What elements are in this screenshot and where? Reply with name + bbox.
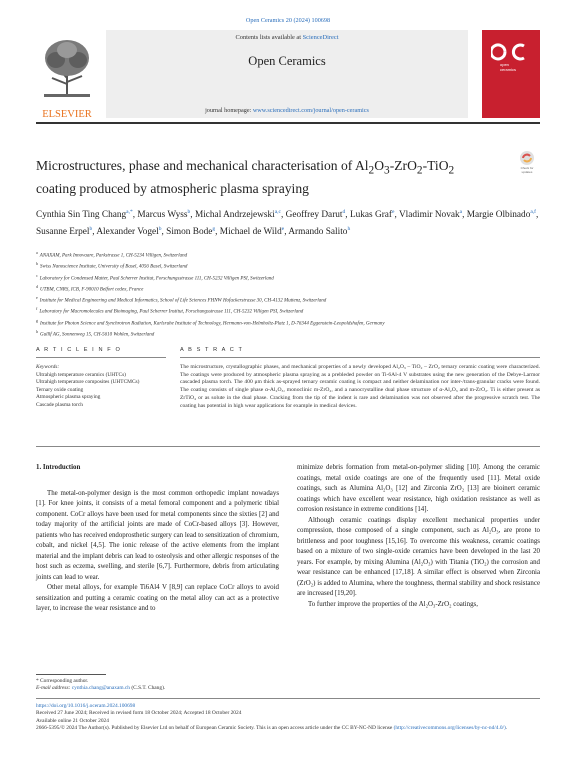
received-dates: Received 27 June 2024; Received in revised form 18 October 2024; Accepted 18 October 2024 <box>36 710 242 717</box>
check-for-updates-button[interactable]: Check for updates <box>515 150 539 180</box>
journal-masthead <box>36 30 540 132</box>
publisher-name: ELSEVIER <box>42 109 92 120</box>
corresponding-author-note: * Corresponding author. <box>36 678 89 684</box>
keyword: Atmospheric plasma spraying <box>36 394 101 401</box>
footnote <box>36 678 540 692</box>
abstract-text: The microstructure, crystallographic phases, and mechanical properties of a newly developed Al₂O₃ – TiO₂ – ZrO₂ ternary ceramic coating were characterized. The coatings were produced by atmospheric plasma spraying as a prebleded powder on Ti-6Al-4 V substrates using the new generation of the Debye-Larmor cascaded plasma torch. The 400 μm thick as-sprayed ternary ceramic coating is compact and neither delamination nor inter-/trans-granular cracks were found. The coating consists of single phase α-Al₂O₃, monoclinic m-ZrO₂, and a nanocrystalline dual phase structure of α-Al₂O₃ and m-ZrO₂. Ti is either present as ZrTiO₄ or as solute in the dual phase. Cracking from the tip of the indent is rare and delamination was not observed after the progressive scratch test. The coating has potential in high wear applications for example in medical devices. <box>180 364 540 409</box>
author[interactable]: Michal Andrzejewski$^{a,c}$, <box>194 209 286 221</box>
article-footer <box>36 703 540 732</box>
sciencedirect-link[interactable]: ScienceDirect <box>302 34 339 41</box>
keyword-list <box>36 364 166 410</box>
contents-line: Contents lists available at ScienceDirect <box>235 34 339 41</box>
homepage-line: journal homepage: www.sciencedirect.com/journal/open-ceramics <box>205 107 369 114</box>
affiliation: $^g$Institute for Photon Science and Synchrotron Radiation, Karlsruhe Institute of Technology, Hermann-von-Helmholtz-Platz 1, D-76344 Eggenstein-Leopoldshafen, Germany <box>36 317 385 327</box>
affiliation: $^e$Institute for Medical Engineering and Medical Informatics, School of Life Sciences FHNW Hofackerstrasse 30, CH-4132 Muttenz, Switzerland <box>36 295 327 304</box>
author[interactable]: Marcus Wyss$^b$, <box>137 209 195 221</box>
author-email-link[interactable]: cynthia.chang@anaxam.ch <box>71 685 130 692</box>
body-column-right <box>297 463 540 610</box>
author[interactable]: Armando Salito$^h$ <box>288 225 351 237</box>
author[interactable]: Susanne Erpel$^b$, <box>36 225 97 237</box>
affiliation: $^h$Gulllf AG, Sonnenweg 15, CH-5610 Wohlen, Switzerland <box>36 328 155 338</box>
abstract-heading: A B S T R A C T <box>180 347 244 353</box>
paragraph: To further improve the properties of the Al₂O₃-ZrO₂ coatings, <box>308 600 478 608</box>
article-title: Microstructures, phase and mechanical characterisation of $Al_2O_3-ZrO_2-TiO_2$ coating produced by atmospheric plasma spraying <box>36 158 455 196</box>
keyword: Ultrahigh temperature ceramics (UHTCs) <box>36 371 126 378</box>
abstract-divider <box>180 357 540 358</box>
author[interactable]: Lukas Graf$^e$, <box>349 209 399 221</box>
email-line: E-mail address: cynthia.chang@anaxam.ch (C.S.T. Chang). <box>36 685 166 692</box>
body-column-left <box>36 463 279 615</box>
available-online-date: Available online 21 October 2024 <box>36 717 109 724</box>
author[interactable]: Vladimir Novak$^a$, <box>398 209 467 221</box>
paragraph: The metal-on-polymer design is the most common orthopedic implant nowadays [1]. For knee joints, it consists of a metal femoral component and a polymeric tibial component. CoCr alloys have been used for metal components since the sixties [2] and today majority of the artificial joints are made of CoCr-based alloys [3]. However, patients who has received endoprosthetic surgery can lead to sensitization of chromium, cobalt, and nickel [4,5]. The ionic release of the active elements from the implant material and the implant debris can lead to osteolysis and other allergic responses of the host such as eczema, swelling, and sterile [6,7]. Furthermore, debris from articulating joints can lead to wear. <box>36 489 279 581</box>
masthead-divider <box>36 122 540 124</box>
author-list <box>36 206 540 240</box>
journal-reference[interactable]: Open Ceramics 20 (2024) 100698 <box>245 17 331 24</box>
cover-title: open ceramics <box>500 62 517 72</box>
keyword: Ternary oxide coating <box>36 386 84 393</box>
license-link[interactable]: (http://creativecommons.org/licenses/by-nc-nd/4.0/) <box>393 724 506 731</box>
author[interactable]: Geoffrey Darut$^d$, <box>285 209 350 221</box>
footer-divider <box>36 698 540 699</box>
author[interactable]: Simon Bode$^g$, <box>166 225 220 237</box>
journal-name: Open Ceramics <box>248 54 326 68</box>
article-info-heading: A R T I C L E I N F O <box>36 347 122 353</box>
affiliation-list <box>36 249 540 339</box>
author[interactable]: Margie Olbinado$^{a,f}$, <box>466 209 539 221</box>
abstract-bottom-divider <box>36 446 540 447</box>
affiliation: $^c$Laboratory for Condensed Matter, Paul Scherrer Institut, Forschungsstrasse 111, CH-5232 Villigen PSI, Switzerland <box>36 272 274 282</box>
affiliation: $^a$ANAXAM, Park Innovaare, Parkstrasse 1, CH-5234 Villigen, Switzerland <box>36 250 188 259</box>
doi-link[interactable]: https://doi.org/10.1016/j.oceram.2024.100698 <box>36 703 136 709</box>
paragraph: minimize debris formation from metal-on-polymer sliding [10]. Among the ceramic coatings, metal oxide coatings are one of the frequently used [11]. Metal oxide coatings, such as Alumina Al₂O₃ [12] and Zirconia ZrO₂ [13] are bioinert ceramic coatings which have excellent wear resistance, high oxidation resistance as well as corrosion resistance in extreme conditions [14]. <box>297 464 540 513</box>
author[interactable]: Alexander Vogel$^b$, <box>96 225 167 237</box>
footnote-divider <box>36 674 106 675</box>
journal-banner <box>106 30 468 118</box>
license-text: 2666-5395/© 2024 The Author(s). Published by Elsevier Ltd on behalf of European Ceramic Society. This is an open access article under the CC BY-NC-ND license (http://creativecommons.org/licenses/by-nc-nd/4.0/). <box>36 724 508 731</box>
keyword: Ultrahigh temperature composites (UHTCMCs) <box>36 379 140 386</box>
homepage-link[interactable]: www.sciencedirect.com/journal/open-ceramics <box>252 107 369 114</box>
author[interactable]: Cynthia Sin Ting Chang$^{a,*}$, <box>36 209 138 221</box>
elsevier-tree-logo[interactable] <box>36 30 98 122</box>
journal-cover[interactable] <box>482 30 540 118</box>
paragraph: Other metal alloys, for example Ti6Al4 V [8,9] can replace CoCr alloys to avoid sensitization and putting a ceramic coating on the metal alloy can act as a protective layer, to increase the wear resistance and to <box>36 584 279 612</box>
affiliation: $^f$Laboratory for Macromolecules and Bioimaging, Paul Scherrer Institut, Forschungsstrasse 111, CH-5232 Villigen PSI, Switzerland <box>36 306 304 315</box>
affiliation: $^d$UTBM, CNRS, ICB, F-90010 Belfort cedex, France <box>36 283 144 293</box>
open-ceramics-logo-icon <box>491 42 531 62</box>
section-heading-introduction: 1. Introduction <box>36 464 81 471</box>
keyword: Cascade plasma torch <box>36 401 83 408</box>
article-info-divider <box>36 357 166 358</box>
check-updates-icon <box>515 150 539 166</box>
author[interactable]: Michael de Wild$^e$, <box>219 225 289 237</box>
affiliation: $^b$Swiss Nanoscience Institute, University of Basel, 4056 Basel, Switzerland <box>36 261 188 270</box>
keywords-label: Keywords: <box>36 364 60 370</box>
paragraph: Although ceramic coatings display excellent mechanical properties under compression, those composed of a single component, such as Al₂O₃, are prone to brittleness and poor toughness [15,16]. To overcome this weakness, ceramic coatings based on a mixture of two single-oxide ceramics have been developed in the last 20 years. For example, by mixing Alumina (Al₂O₃) with Titania (TiO₂) the corrosion and wear resistance can be enhanced [17,18]. A similar effect is observed when Zirconia (ZrO₂) is added to Alumina, where the toughness, thermal stability and shock resistance are increased [19,20]. <box>297 516 540 597</box>
